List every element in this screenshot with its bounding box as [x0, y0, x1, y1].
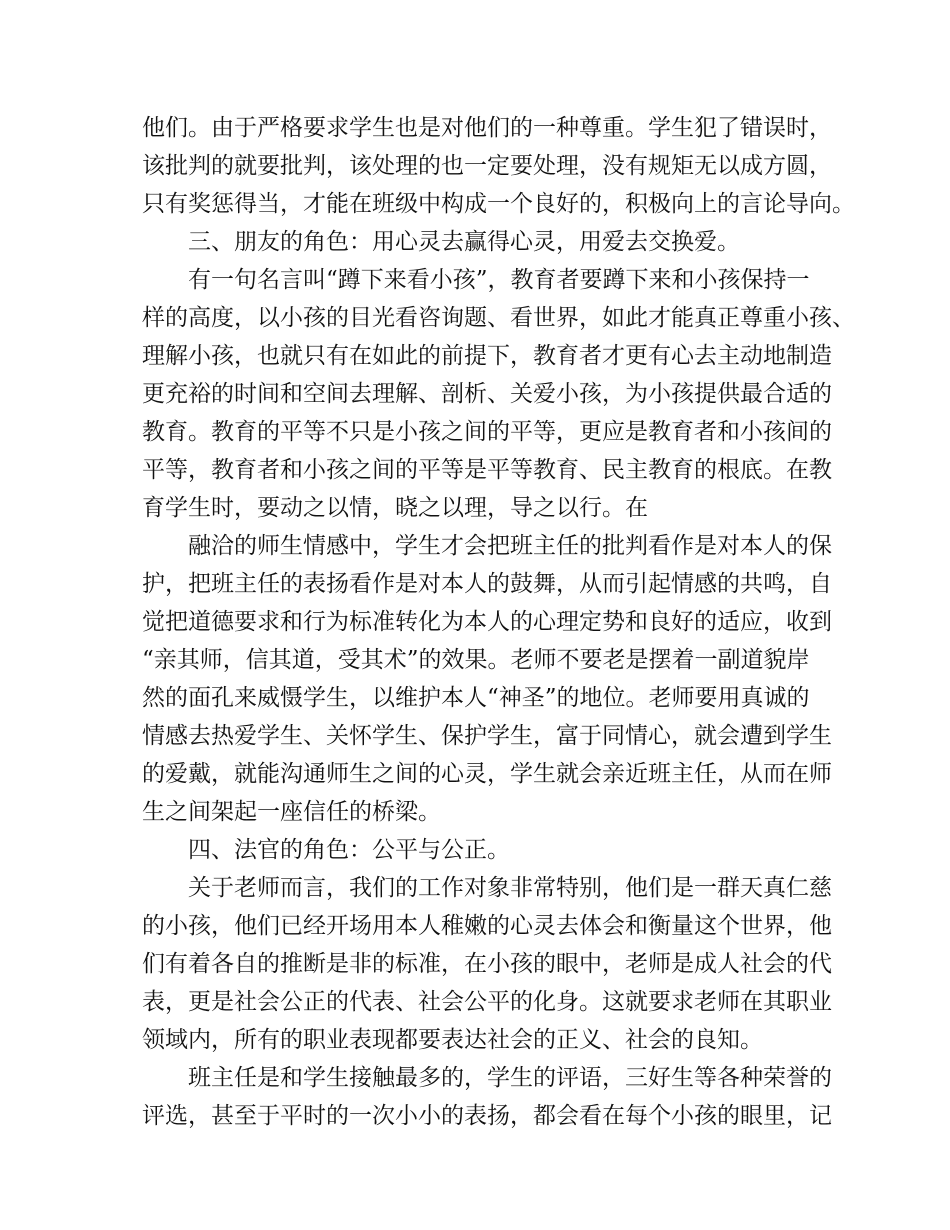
text-line: 然的面孔来威慑学生，以维护本人“神圣”的地位。老师要用真诚的: [142, 685, 810, 711]
text-line: 他们。由于严格要求学生也是对他们的一种尊重。学生犯了错误时，: [142, 115, 832, 141]
text-line: 只有奖惩得当，才能在班级中构成一个良好的，积极向上的言论导向。: [142, 191, 855, 217]
text-line: 育学生时，要动之以情，晓之以理，导之以行。在: [142, 495, 648, 521]
text-line: 生之间架起一座信任的桥梁。: [142, 799, 441, 825]
text-line: 觉把道德要求和行为标准转化为本人的心理定势和良好的适应，收到: [142, 609, 832, 635]
text-line: 的爱戴，就能沟通师生之间的心灵，学生就会亲近班主任，从而在师: [142, 761, 832, 787]
text-line: 理解小孩，也就只有在如此的前提下，教育者才更有心去主动地制造: [142, 343, 832, 369]
text-line: 样的高度，以小孩的目光看咨询题、看世界，如此才能真正尊重小孩、: [142, 305, 855, 331]
text-line: 有一句名言叫“蹲下来看小孩”，教育者要蹲下来和小孩保持一: [188, 267, 810, 293]
text-line: 表，更是社会公正的代表、社会公平的化身。这就要求老师在其职业: [142, 989, 832, 1015]
text-line: 更充裕的时间和空间去理解、剖析、关爱小孩，为小孩提供最合适的: [142, 381, 832, 407]
text-line: 护，把班主任的表扬看作是对本人的鼓舞，从而引起情感的共鸣，自: [142, 571, 832, 597]
text-line: 融洽的师生情感中，学生才会把班主任的批判看作是对本人的保: [188, 533, 832, 559]
text-line: “亲其师，信其道，受其术”的效果。老师不要老是摆着一副道貌岸: [142, 647, 810, 673]
text-line: 班主任是和学生接触最多的，学生的评语，三好生等各种荣誉的: [188, 1065, 832, 1091]
text-line: 们有着各自的推断是非的标准，在小孩的眼中，老师是成人社会的代: [142, 951, 832, 977]
text-line: 情感去热爱学生、关怀学生、保护学生，富于同情心，就会遭到学生: [142, 723, 832, 749]
text-line: 该批判的就要批判，该处理的也一定要处理，没有规矩无以成方圆，: [142, 153, 832, 179]
text-line: 评选，甚至于平时的一次小小的表扬，都会看在每个小孩的眼里，记: [142, 1103, 832, 1129]
text-line: 平等，教育者和小孩之间的平等是平等教育、民主教育的根底。在教: [142, 457, 832, 483]
section-heading: 三、朋友的角色：用心灵去赢得心灵，用爱去交换爱。: [188, 229, 740, 255]
text-line: 教育。教育的平等不只是小孩之间的平等，更应是教育者和小孩间的: [142, 419, 832, 445]
text-line: 关于老师而言，我们的工作对象非常特别，他们是一群天真仁慈: [188, 875, 832, 901]
text-line: 的小孩，他们已经开场用本人稚嫩的心灵去体会和衡量这个世界，他: [142, 913, 832, 939]
section-heading: 四、法官的角色：公平与公正。: [188, 837, 510, 863]
text-line: 领域内，所有的职业表现都要表达社会的正义、社会的良知。: [142, 1027, 763, 1053]
